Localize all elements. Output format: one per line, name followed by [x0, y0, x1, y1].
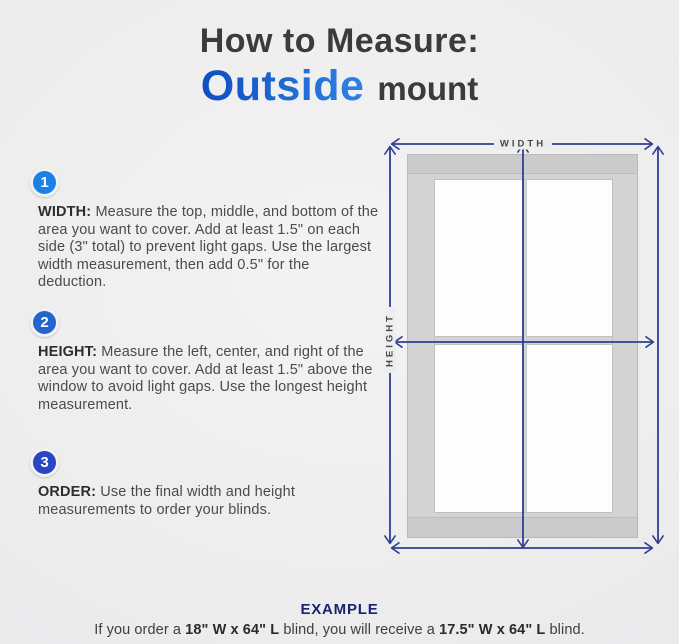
step-1-text [38, 204, 380, 292]
example-order-size: 18" W x 64" L [185, 622, 280, 638]
step-3-label: ORDER: [38, 484, 97, 500]
step-2-body: Measure the left, center, and right of the area you want to cover. Add at least 1.5" above the window to avoid light gaps. Use the longest height measurement. [38, 344, 373, 413]
step-2-number-badge: 2 [30, 308, 59, 337]
step-3 [30, 448, 382, 519]
step-1-number-badge: 1 [30, 168, 59, 197]
step-3-body: Use the final width and height measurements to order your blinds. [38, 484, 296, 518]
example-text [0, 622, 679, 638]
step-3-text [38, 484, 380, 519]
title-line1: How to Measure: [199, 22, 480, 60]
example-receive-size: 17.5" W x 64" L [439, 622, 546, 638]
step-2-text [38, 344, 380, 414]
width-dimension-label: WIDTH [494, 139, 552, 150]
example-middle: blind, you will receive a [279, 622, 440, 638]
example-prefix: If you order a [94, 622, 186, 638]
example-section [0, 601, 679, 638]
window-measurement-diagram [383, 133, 675, 611]
page-title [0, 22, 679, 111]
title-suffix: mount [377, 70, 479, 107]
title-line2 [0, 62, 679, 111]
measurement-arrows [383, 133, 675, 611]
step-1 [30, 168, 382, 292]
height-dimension-label: HEIGHT [385, 307, 396, 373]
step-1-body: Measure the top, middle, and bottom of the area you want to cover. Add at least 1.5" on each side (3" total) to prevent light gaps. Use the largest width measurement, then add 0.5" for the deduction. [38, 204, 379, 291]
step-2-label: HEIGHT: [38, 344, 98, 360]
title-highlight: Outside [200, 62, 365, 110]
step-1-label: WIDTH: [38, 204, 92, 220]
example-suffix: blind. [545, 622, 585, 638]
step-3-number-badge: 3 [30, 448, 59, 477]
example-heading: EXAMPLE [300, 601, 379, 618]
step-2 [30, 308, 382, 414]
